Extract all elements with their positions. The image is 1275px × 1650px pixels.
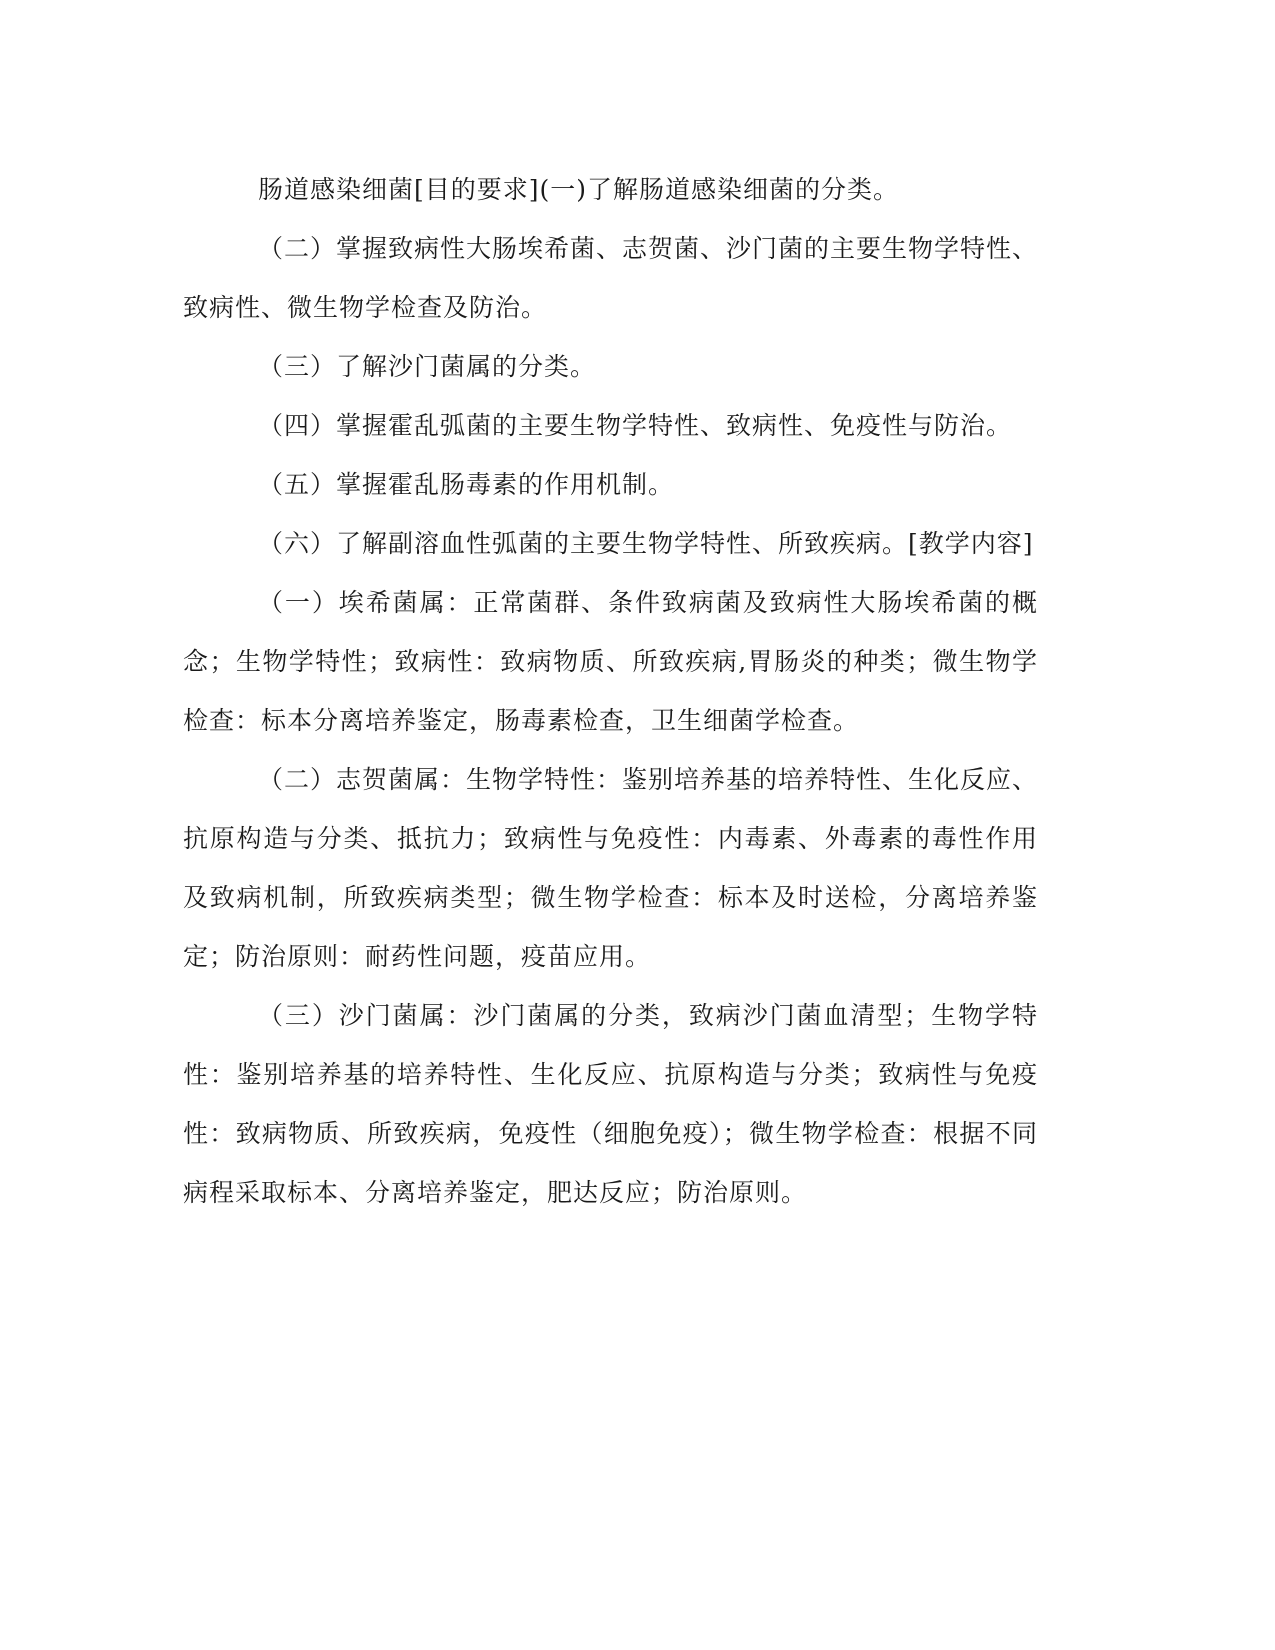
paragraph-objective-2: （二）掌握致病性大肠埃希菌、志贺菌、沙门菌的主要生物学特性、致病性、微生物学检查及防治。 (183, 234, 1039, 322)
paragraph-objective-5: （五）掌握霍乱肠毒素的作用机制。 (258, 470, 675, 499)
paragraph-objective-6: （六）了解副溶血性弧菌的主要生物学特性、所致疾病。[教学内容] (258, 529, 1034, 558)
document-body (183, 160, 1038, 1222)
paragraph-objective-intro: 肠道感染细菌[目的要求](一)了解肠道感染细菌的分类。 (258, 175, 900, 204)
paragraph-objective-3: （三）了解沙门菌属的分类。 (258, 352, 597, 381)
paragraph-content-shigella: （二）志贺菌属：生物学特性：鉴别培养基的培养特性、生化反应、抗原构造与分类、抵抗力；致病性与免疫性：内毒素、外毒素的毒性作用及致病机制，所致疾病类型；微生物学检查：标本及时送检，分离培养鉴定；防治原则：耐药性问题，疫苗应用。 (183, 765, 1039, 971)
paragraph-content-escherichia: （一）埃希菌属：正常菌群、条件致病菌及致病性大肠埃希菌的概念；生物学特性；致病性：致病物质、所致疾病,胃肠炎的种类；微生物学检查：标本分离培养鉴定，肠毒素检查，卫生细菌学检查。 (183, 588, 1038, 735)
paragraph-objective-4: （四）掌握霍乱弧菌的主要生物学特性、致病性、免疫性与防治。 (258, 411, 1013, 440)
paragraph-content-salmonella: （三）沙门菌属：沙门菌属的分类，致病沙门菌血清型；生物学特性：鉴别培养基的培养特性、生化反应、抗原构造与分类；致病性与免疫性：致病物质、所致疾病，免疫性（细胞免疫）；微生物学检查：根据不同病程采取标本、分离培养鉴定，肥达反应；防治原则。 (183, 1001, 1038, 1207)
